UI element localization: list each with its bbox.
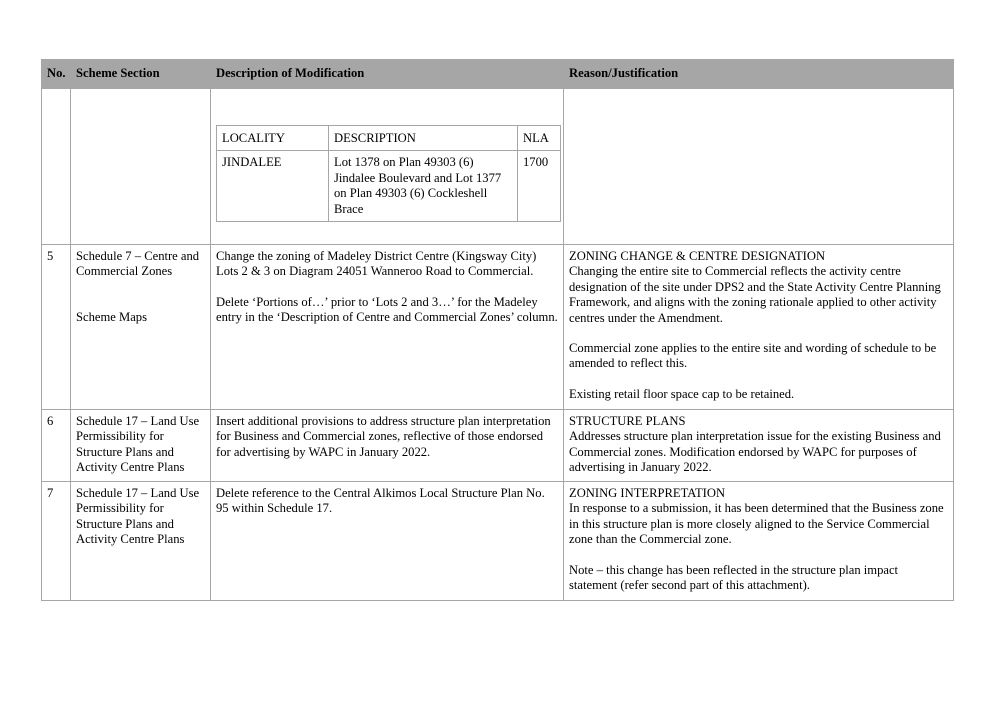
reason-text: Addresses structure plan interpretation issue for the existing Business and Commercial zones. Modification endorsed by WAPC for purposes of advertising in January 2022.: [569, 429, 941, 475]
row-reason: [564, 245, 954, 410]
table-header-row: [42, 60, 954, 89]
cell-section: [71, 89, 211, 245]
section-text: Schedule 7 – Centre and Commercial Zones: [76, 249, 200, 279]
reason-title: ZONING CHANGE & CENTRE DESIGNATION: [569, 249, 826, 263]
table-row-continuation: [42, 89, 954, 245]
row-number: 7: [42, 482, 71, 601]
reason-text: In response to a submission, it has been determined that the Business zone in this structure plan is more closely aligned to the Service Commercial zone than the Commercial zone.: [569, 501, 944, 547]
cell-description: [211, 89, 564, 245]
locality-header: LOCALITY: [217, 126, 329, 151]
description-text: Delete reference to the Central Alkimos Local Structure Plan No. 95 within Schedule 17.: [216, 486, 545, 516]
section-text: Schedule 17 – Land Use Permissibility for Structure Plans and Activity Centre Plans: [76, 486, 200, 547]
table-row: [42, 482, 954, 601]
cell-no: [42, 89, 71, 245]
section-text: Scheme Maps: [76, 309, 147, 324]
row-reason: [564, 410, 954, 482]
reason-text: Changing the entire site to Commercial reflects the activity centre designation of the site under DPS2 and the State Activity Centre Planning Framework, and aligns with the zoning rationale applied to other activity centres under the Amendment.: [569, 264, 941, 325]
header-no: No.: [42, 60, 71, 89]
modifications-table: [41, 59, 954, 601]
reason-text: Commercial zone applies to the entire site and wording of schedule to be amended to reflect this.: [569, 341, 937, 371]
row-section: [71, 410, 211, 482]
reason-text: Note – this change has been reflected in the structure plan impact statement (refer second part of this attachment).: [569, 562, 899, 593]
row-section: [71, 245, 211, 410]
reason-text: Existing retail floor space cap to be retained.: [569, 386, 795, 401]
cell-reason: [564, 89, 954, 245]
header-description: Description of Modification: [211, 60, 564, 89]
row-description: [211, 245, 564, 410]
header-reason: Reason/Justification: [564, 60, 954, 89]
locality-description-value: Lot 1378 on Plan 49303 (6) Jindalee Boulevard and Lot 1377 on Plan 49303 (6) Cockleshell Brace: [329, 151, 518, 222]
locality-table: [216, 125, 561, 222]
row-reason: [564, 482, 954, 601]
locality-table-header: [217, 126, 561, 151]
reason-title: STRUCTURE PLANS: [569, 414, 686, 428]
nla-header: NLA: [518, 126, 561, 151]
row-description: [211, 482, 564, 601]
description-text: Insert additional provisions to address structure plan interpretation for Business and Commercial zones, reflective of those endorsed for advertising by WAPC in January 2022.: [216, 414, 551, 459]
reason-title: ZONING INTERPRETATION: [569, 486, 726, 500]
locality-table-row: [217, 151, 561, 222]
table-row: [42, 245, 954, 410]
row-section: [71, 482, 211, 601]
header-scheme-section: Scheme Section: [71, 60, 211, 89]
row-number: 6: [42, 410, 71, 482]
description-text: Change the zoning of Madeley District Centre (Kingsway City) Lots 2 & 3 on Diagram 24051 Wanneroo Road to Commercial.: [216, 249, 537, 279]
table-row: [42, 410, 954, 482]
section-text: Schedule 17 – Land Use Permissibility for Structure Plans and Activity Centre Plans: [76, 414, 200, 475]
description-text: Delete ‘Portions of…’ prior to ‘Lots 2 and 3…’ for the Madeley entry in the ‘Description of Centre and Commercial Zones’ column.: [216, 294, 558, 325]
row-number: 5: [42, 245, 71, 410]
locality-description-header: DESCRIPTION: [329, 126, 518, 151]
row-description: [211, 410, 564, 482]
locality-value: JINDALEE: [217, 151, 329, 222]
nla-value: 1700: [518, 151, 561, 222]
